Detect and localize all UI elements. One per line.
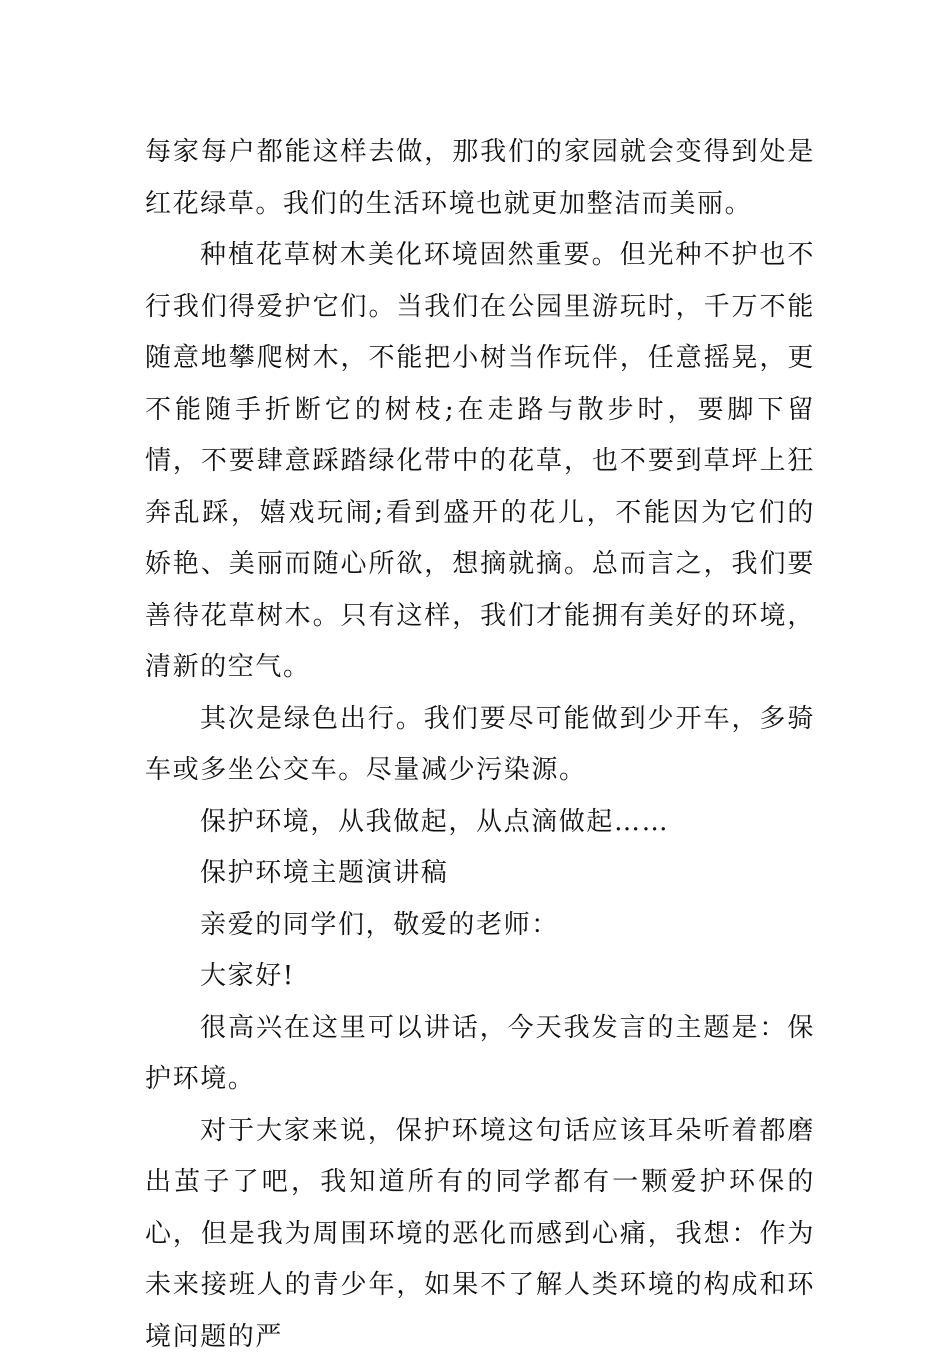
paragraph-heading: 保护环境主题演讲稿 <box>145 848 815 900</box>
paragraph: 对于大家来说，保护环境这句话应该耳朵听着都磨出茧子了吧，我知道所有的同学都有一颗爱护环保的心，但是我为周围环境的恶化而感到心痛，我想：作为未来接班人的青少年，如果不了解人类环境的构成和环境问题的严 <box>145 1106 815 1363</box>
paragraph: 每家每户都能这样去做，那我们的家园就会变得到处是红花绿草。我们的生活环境也就更加整洁而美丽。 <box>145 127 815 230</box>
paragraph: 保护环境，从我做起，从点滴做起…… <box>145 797 815 849</box>
paragraph: 其次是绿色出行。我们要尽可能做到少开车，多骑车或多坐公交车。尽量减少污染源。 <box>145 694 815 797</box>
paragraph-greeting: 大家好! <box>145 951 815 1003</box>
document-body <box>145 127 815 1363</box>
paragraph: 种植花草树木美化环境固然重要。但光种不护也不行我们得爱护它们。当我们在公园里游玩时，千万不能随意地攀爬树木，不能把小树当作玩伴，任意摇晃，更不能随手折断它的树枝;在走路与散步时，要脚下留情，不要肆意踩踏绿化带中的花草，也不要到草坪上狂奔乱踩，嬉戏玩闹;看到盛开的花儿，不能因为它们的娇艳、美丽而随心所欲，想摘就摘。总而言之，我们要善待花草树木。只有这样，我们才能拥有美好的环境，清新的空气。 <box>145 230 815 694</box>
paragraph-salutation: 亲爱的同学们，敬爱的老师： <box>145 900 815 952</box>
paragraph: 很高兴在这里可以讲话，今天我发言的主题是：保护环境。 <box>145 1003 815 1106</box>
